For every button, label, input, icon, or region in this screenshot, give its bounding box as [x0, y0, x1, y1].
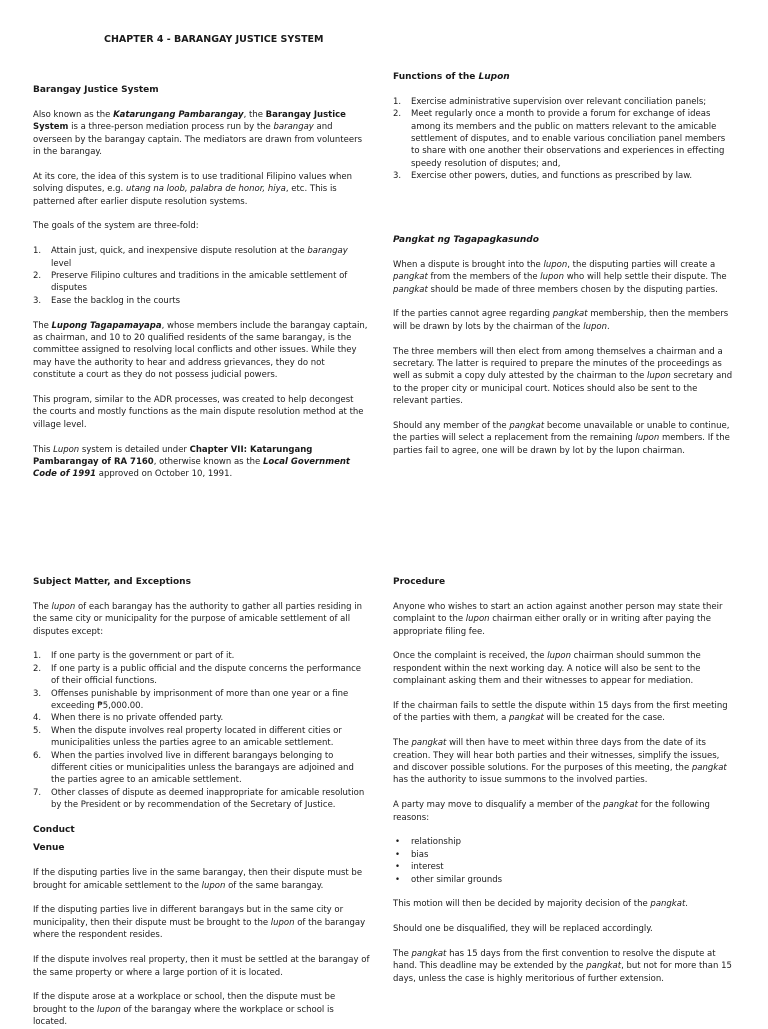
- functions-list: [393, 96, 735, 183]
- subsection-heading: Venue: [33, 843, 65, 854]
- paragraph: The pangkat has 15 days from the first convention to resolve the dispute at hand. This deadline may be extended by the pangkat, but not for more than 15 days, unless the case is highly meritorious of further extension.: [393, 949, 732, 984]
- reasons-list: [393, 836, 735, 886]
- list-item: 3. Ease the backlog in the courts: [33, 295, 181, 306]
- list-item: 3. Offenses punishable by imprisonment of more than one year or a fine exceeding ₱5,000.00.: [33, 688, 349, 712]
- paragraph: This program, similar to the ADR processes, was created to help decongest the courts and mostly functions as the main dispute resolution method at the village level.: [33, 395, 364, 430]
- list-item: • bias: [393, 849, 735, 861]
- list-item: 3. Exercise other powers, duties, and functions as prescribed by law.: [393, 171, 693, 182]
- paragraph: The pangkat will then have to meet within three days from the date of its creation. They will hear both parties and their witnesses, simplify the issues, and discover possible solutions. For the purposes of this meeting, the pangkat has the authority to issue summons to the involved parties.: [393, 738, 727, 786]
- list-item: 2. If one party is a public official and the dispute concerns the performance of their official functions.: [33, 663, 361, 687]
- paragraph: If the parties cannot agree regarding pangkat membership, then the members will be drawn by lots by the chairman of the lupon.: [393, 309, 729, 332]
- list-item: 1. If one party is the government or part of it.: [33, 651, 235, 662]
- paragraph: The goals of the system are three-fold:: [33, 221, 199, 232]
- paragraph: If the disputing parties live in different barangays but in the same city or municipality, then their dispute must be brought to the lupon of the barangay where the respondent resides.: [33, 905, 366, 941]
- paragraph: This motion will then be decided by majority decision of the pangkat.: [393, 899, 688, 910]
- section-functions-of-lupon: [393, 71, 735, 183]
- section-heading: Subject Matter, and Exceptions: [33, 577, 191, 587]
- list-item: 6. When the parties involved live in different barangays belonging to different cities or municipalities unless the barangays are adjoined and the parties agree to an amicable settlement.: [33, 750, 354, 786]
- list-item: 5. When the dispute involves real property located in different cities or municipalities unless the parties agree to an amicable settlement.: [33, 725, 342, 749]
- section-heading: Barangay Justice System: [33, 85, 159, 95]
- paragraph: This Lupon system is detailed under Chapter VII: Katarungang Pambarangay of RA 7160, otherwise known as the Local Government Code of 1991 approved on October 10, 1991.: [33, 444, 350, 480]
- section-heading: Pangkat ng Tagapagkasundo: [393, 235, 539, 245]
- list-item: 4. When there is no private offended party.: [33, 713, 224, 724]
- paragraph: Should one be disqualified, they will be replaced accordingly.: [393, 924, 653, 935]
- section-heading: Conduct: [33, 825, 75, 836]
- list-item: 2. Preserve Filipino cultures and traditions in the amicable settlement of disputes: [33, 271, 348, 294]
- paragraph: The three members will then elect from among themselves a chairman and a secretary. The latter is required to prepare the minutes of the proceedings as well as submit a copy duly attested by the chairman to the lupon secretary and to the proper city or municipal court. Notices should also be sent to the relevant parties.: [393, 346, 733, 407]
- paragraph: If the dispute arose at a workplace or school, then the dispute must be brought to the lupon of the barangay where the workplace or school is located.: [33, 992, 336, 1028]
- list-item: • interest: [393, 861, 735, 873]
- list-item: • relationship: [393, 836, 735, 848]
- paragraph: Once the complaint is received, the lupon chairman should summon the respondent within the next working day. A notice will also be sent to the complainant asking them and their witnesses to appear for mediation.: [393, 651, 701, 687]
- list-item: 1. Attain just, quick, and inexpensive dispute resolution at the barangay level: [33, 246, 348, 269]
- paragraph: Also known as the Katarungang Pambarangay, the Barangay Justice System is a three-person mediation process run by the barangay and overseen by the barangay captain. The mediators are drawn from volunteers in the barangay.: [33, 109, 363, 158]
- section-heading: Functions of the Lupon: [393, 72, 510, 82]
- section-heading: Procedure: [393, 577, 446, 587]
- paragraph: Anyone who wishes to start an action against another person may state their complaint to the lupon chairman either orally or in writing after paying the appropriate filing fee.: [393, 601, 723, 637]
- section-subject-matter: [33, 576, 370, 1029]
- list-item: 2. Meet regularly once a month to provide a forum for exchange of ideas among its members and the public on matters relevant to the amicable settlement of disputes, and to enable various conciliation panel members to share with one another their observations and experiences in effecting speedy resolution of disputes; and,: [393, 109, 726, 169]
- paragraph: If the disputing parties live in the same barangay, then their dispute must be brought for amicable settlement to the lupon of the same barangay.: [33, 868, 363, 891]
- paragraph: The Lupong Tagapamayapa, whose members include the barangay captain, as chairman, and 10 to 20 qualified residents of the same barangay, is the committee assigned to resolving local conflicts and other issues. While they may have the authority to hear and address grievances, they do not constitute a court as they do not possess judicial powers.: [33, 320, 368, 381]
- section-procedure: [393, 576, 735, 985]
- paragraph: At its core, the idea of this system is to use traditional Filipino values when solving disputes, e.g. utang na loob, palabra de honor, hiya, etc. This is patterned after earlier dispute resolution systems.: [33, 171, 352, 207]
- paragraph: When a dispute is brought into the lupon, the disputing parties will create a pangkat from the members of the lupon who will help settle their dispute. The pangkat should be made of three members chosen by the disputing parties.: [393, 259, 727, 295]
- exceptions-list: [33, 650, 370, 811]
- paragraph: A party may move to disqualify a member of the pangkat for the following reasons:: [393, 800, 710, 823]
- paragraph: If the chairman fails to settle the dispute within 15 days from the first meeting of the parties with them, a pangkat will be created for the case.: [393, 701, 728, 724]
- list-item: 1. Exercise administrative supervision over relevant conciliation panels;: [393, 96, 707, 107]
- list-item: • other similar grounds: [393, 874, 735, 886]
- paragraph: The lupon of each barangay has the authority to gather all parties residing in the same city or municipality for the purpose of amicable settlement of all disputes except:: [33, 601, 362, 637]
- chapter-title: CHAPTER 4 - BARANGAY JUSTICE SYSTEM: [104, 34, 324, 45]
- goals-list: [33, 245, 370, 307]
- paragraph: Should any member of the pangkat become unavailable or unable to continue, the parties will select a replacement from the remaining lupon members. If the parties fail to agree, one will be drawn by lot by the lupon chairman.: [393, 421, 730, 456]
- section-barangay-justice-system: [33, 84, 370, 481]
- section-pangkat: [393, 234, 735, 457]
- list-item: 7. Other classes of dispute as deemed inappropriate for amicable resolution by the President or by recommendation of the Secretary of Justice.: [33, 787, 365, 811]
- paragraph: If the dispute involves real property, then it must be settled at the barangay of the same property or where a large portion of it is located.: [33, 955, 370, 978]
